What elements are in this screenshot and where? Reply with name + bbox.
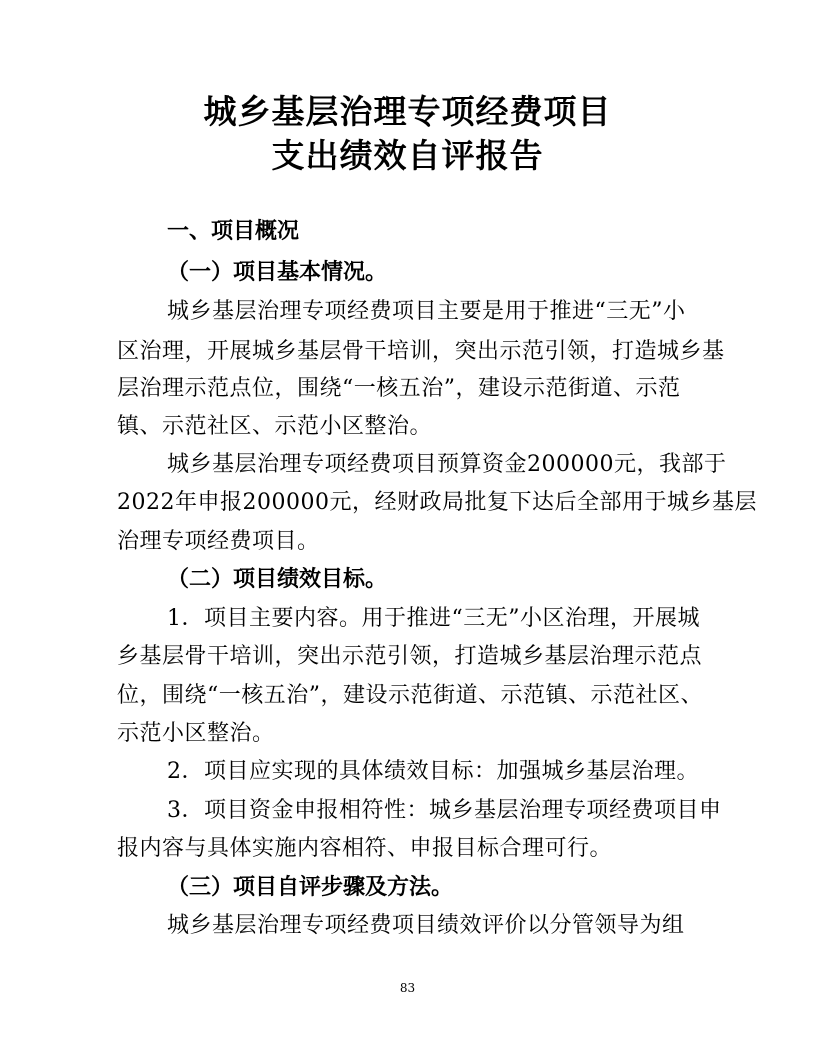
paragraph-line: 2022年申报200000元，经财政局批复下达后全部用于城乡基层	[117, 490, 757, 515]
document-title-line-2: 支出绩效自评报告	[271, 136, 544, 175]
paragraph-line: 层治理示范点位，围绕“一核五治”，建设示范街道、示范	[117, 376, 681, 401]
paragraph-line: 治理专项经费项目。	[117, 529, 320, 554]
paragraph-line: 城乡基层治理专项经费项目主要是用于推进“三无”小	[167, 299, 686, 324]
paragraph-line: 位，围绕“一核五治”，建设示范街道、示范镇、示范社区、	[117, 683, 703, 708]
paragraph-line: 城乡基层治理专项经费项目绩效评价以分管领导为组	[167, 913, 685, 938]
paragraph-line: 1．项目主要内容。用于推进“三无”小区治理，开展城	[167, 606, 700, 631]
paragraph-line: 乡基层骨干培训，突出示范引领，打造城乡基层治理示范点	[117, 644, 703, 669]
document-title-line-1: 城乡基层治理专项经费项目	[203, 92, 612, 131]
paragraph-line: 城乡基层治理专项经费项目预算资金200000元，我部于	[167, 452, 727, 477]
subsection-heading: （一）项目基本情况。	[167, 260, 388, 285]
page-number: 83	[399, 981, 416, 995]
paragraph-line: 镇、示范社区、示范小区整治。	[117, 414, 433, 439]
paragraph-line: 3．项目资金申报相符性：城乡基层治理专项经费项目申	[167, 798, 722, 823]
paragraph-line: 报内容与具体实施内容相符、申报目标合理可行。	[117, 836, 613, 861]
section-heading: 一、项目概况	[167, 219, 300, 244]
paragraph-line: 示范小区整治。	[117, 721, 275, 746]
subsection-heading: （三）项目自评步骤及方法。	[167, 875, 454, 900]
subsection-heading: （二）项目绩效目标。	[167, 567, 388, 592]
paragraph-line: 区治理，开展城乡基层骨干培训，突出示范引领，打造城乡基	[117, 339, 725, 364]
paragraph-line: 2．项目应实现的具体绩效目标：加强城乡基层治理。	[167, 759, 699, 784]
